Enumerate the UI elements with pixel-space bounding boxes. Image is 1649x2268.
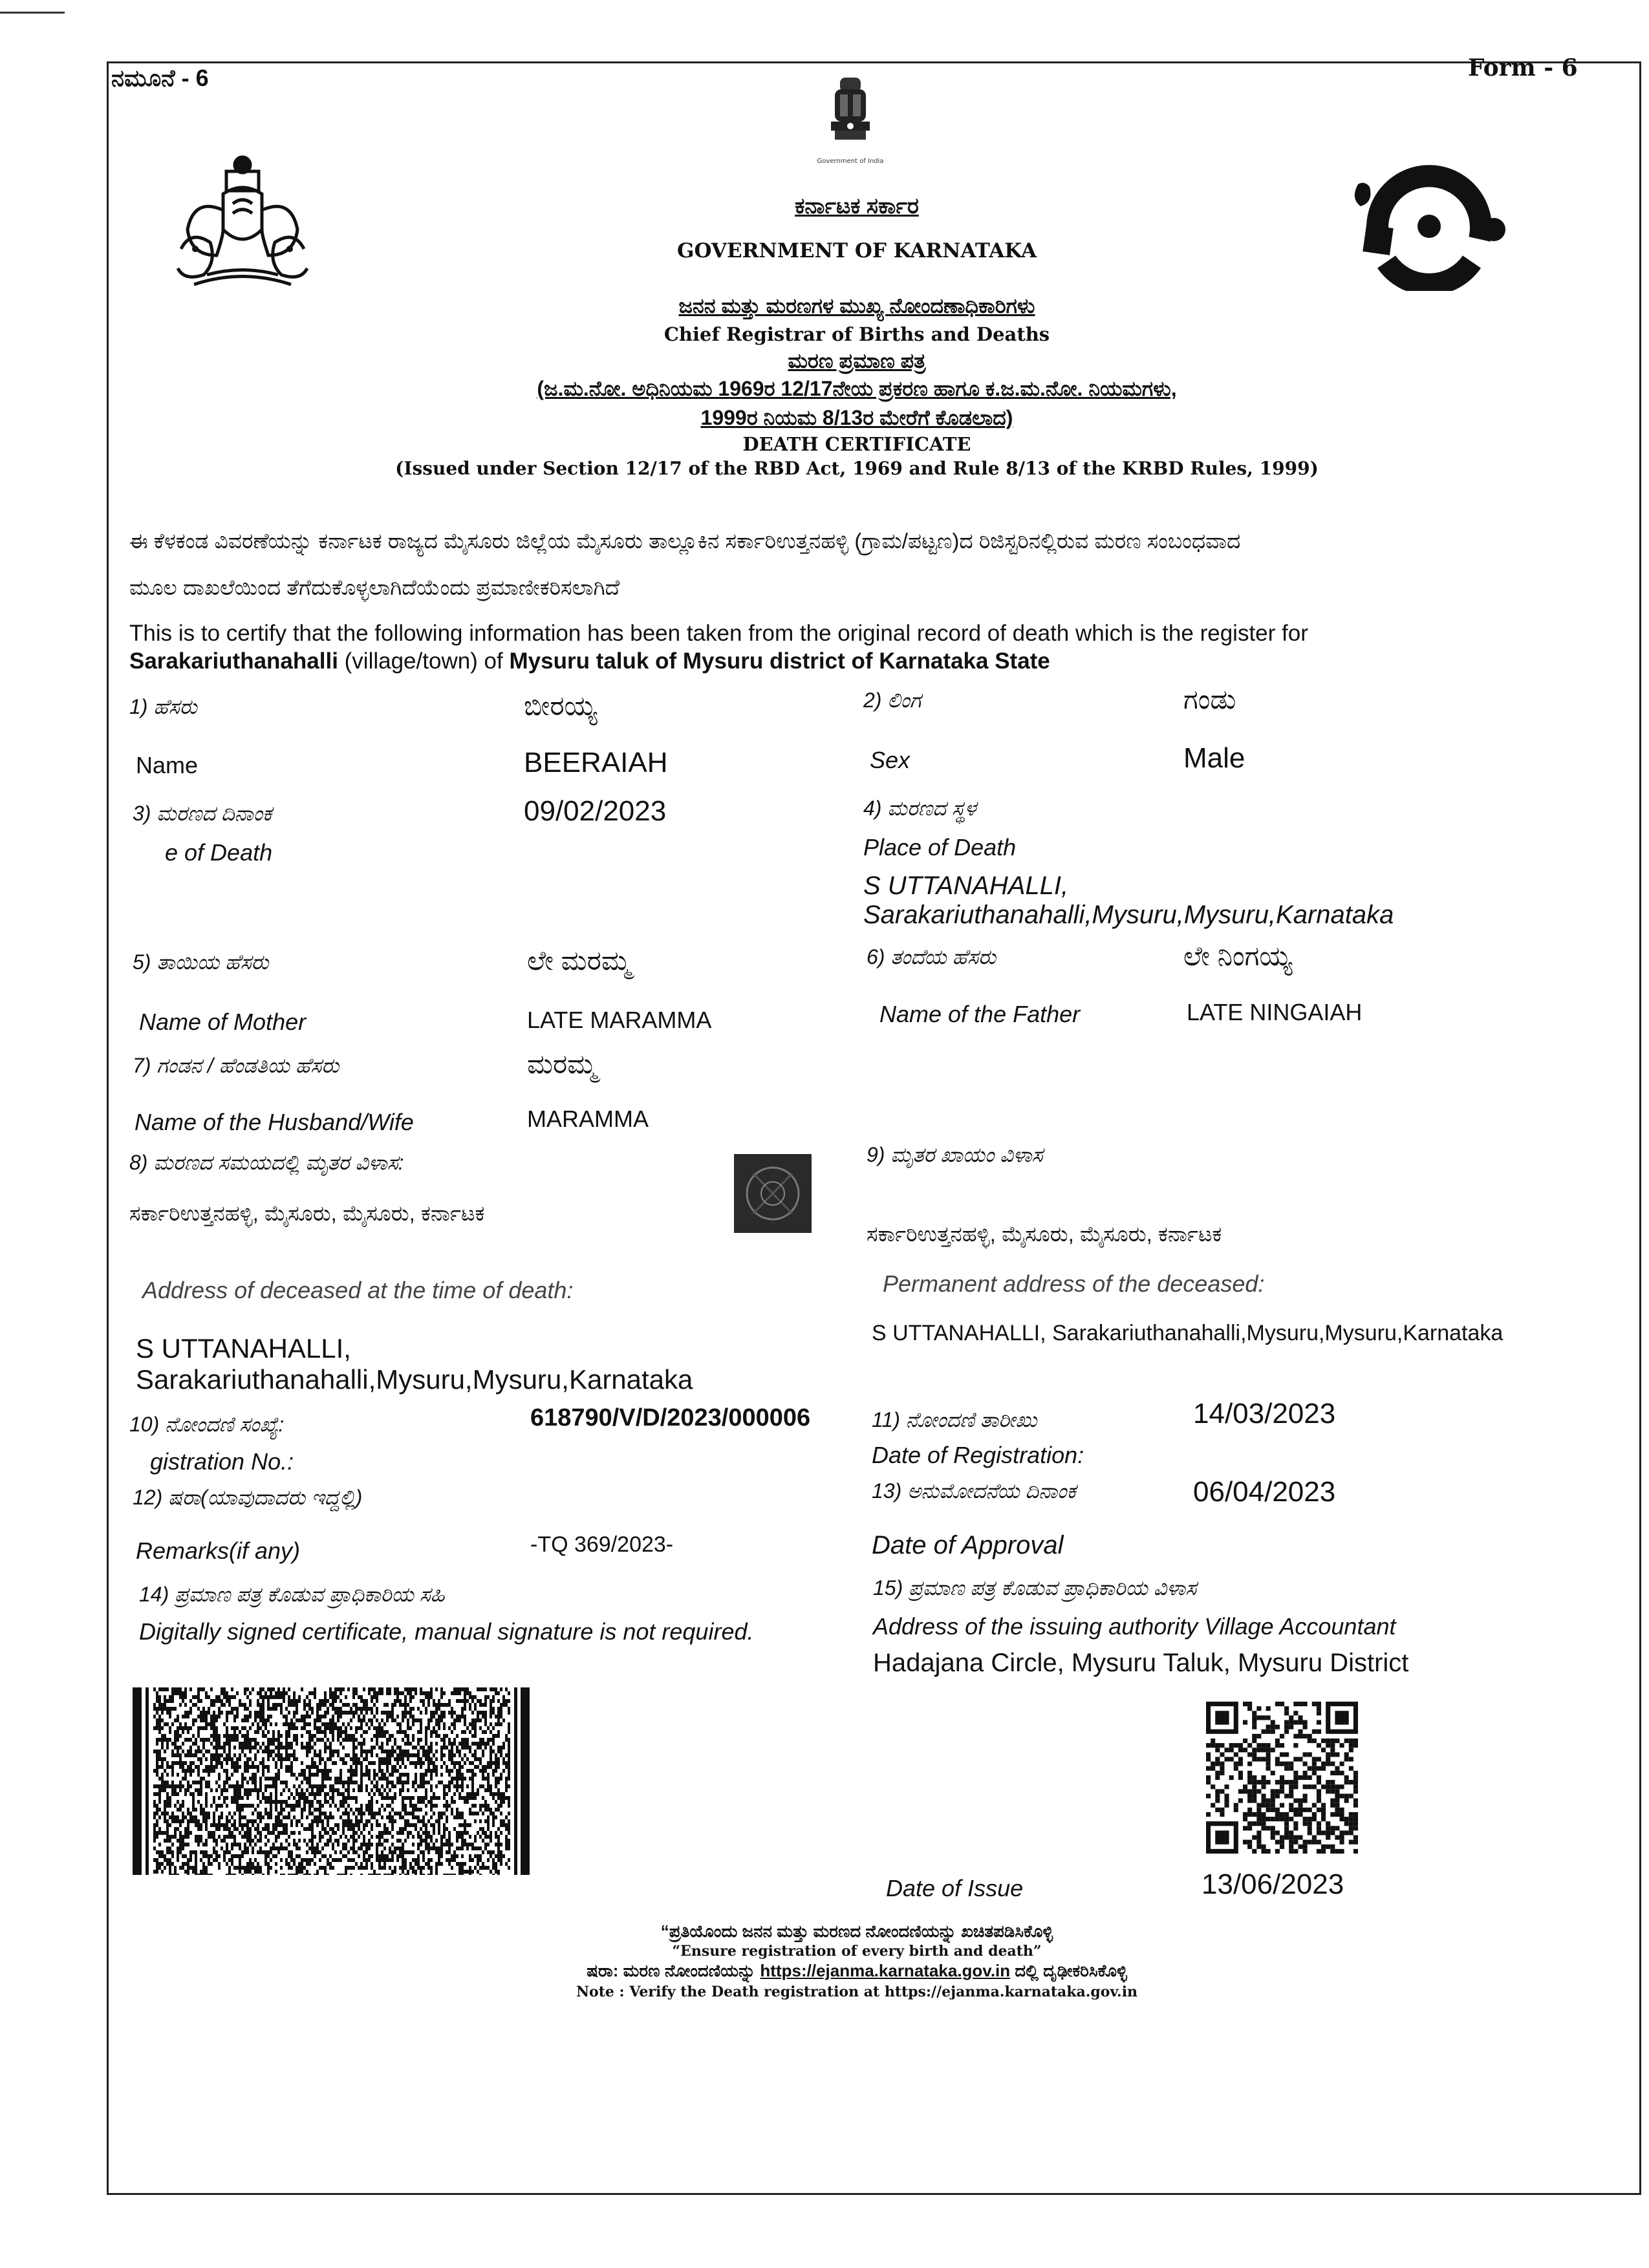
gandaberunda-emblem-icon xyxy=(168,152,317,301)
mother-kn-value: ಲೇ ಮರಮ್ಮ xyxy=(527,945,631,976)
dod-label: e of Death xyxy=(165,839,273,866)
intro-en-line2 xyxy=(129,648,1050,674)
pod-kn-label: 4) ಮರಣದ ಸ್ಥಳ xyxy=(863,797,976,820)
mother-label: Name of Mother xyxy=(139,1009,307,1035)
approval-label: Date of Approval xyxy=(872,1531,1064,1559)
reg-date-kn-label: 11) ನೋಂದಣಿ ತಾರೀಖು xyxy=(872,1408,1037,1431)
addr-death-value-line2: Sarakariuthanahalli,Mysuru,Mysuru,Karnataka xyxy=(136,1364,693,1395)
remarks-label: Remarks(if any) xyxy=(136,1537,301,1564)
addr-death-value-line1: S UTTANAHALLI, xyxy=(136,1333,351,1364)
intro-village: Sarakariuthanahalli xyxy=(129,648,338,674)
header-kn-issued-line1: (ಜ.ಮ.ನೋ. ಅಧಿನಿಯಮ 1969ರ 12/17ನೇಯ ಪ್ರಕರಣ ಹಾಗೂ ಕ.ಜ.ಮ.ನೋ. ನಿಯಮಗಳು, xyxy=(537,377,1177,400)
addr-death-kn-value: ಸರ್ಕಾರಿಉತ್ತನಹಳ್ಳಿ, ಮೈಸೂರು, ಮೈಸೂರು, ಕರ್ನಾಟಕ xyxy=(129,1201,485,1225)
footer-en-line2: Note : Verify the Death registration at https://ejanma.karnataka.gov.in xyxy=(576,1984,1138,2000)
header-kn-registrar: ಜನನ ಮತ್ತು ಮರಣಗಳ ಮುಖ್ಯ ನೋಂದಣಾಧಿಕಾರಿಗಳು xyxy=(678,294,1035,317)
father-kn-value: ಲೇ ನಿಂಗಯ್ಯ xyxy=(1183,941,1293,971)
addr-death-label: Address of deceased at the time of death: xyxy=(142,1277,574,1303)
header-kn-government: ಕರ್ನಾಟಕ ಸರ್ಕಾರ xyxy=(795,194,919,219)
header-en-registrar: Chief Registrar of Births and Deaths xyxy=(663,323,1050,345)
name-kn-label: 1) ಹೆಸರು xyxy=(129,695,197,718)
father-value: LATE NINGAIAH xyxy=(1187,999,1363,1025)
mother-kn-label: 5) ತಾಯಿಯ ಹೆಸರು xyxy=(133,950,269,974)
sign-value: Digitally signed certificate, manual signature is not required. xyxy=(139,1618,754,1645)
reg-date-label: Date of Registration: xyxy=(872,1442,1084,1468)
footer-kn-line1: “ಪ್ರತಿಯೊಂದು ಜನನ ಮತ್ತು ಮರಣದ ನೋಂದಣಿಯನ್ನು ಖಚಿತಪಡಿಸಿಕೊಳ್ಳಿ xyxy=(660,1921,1053,1941)
scan-mark xyxy=(0,12,65,14)
intro-en-line1: This is to certify that the following information has been taken from the original record of death which is the register for xyxy=(129,621,1308,646)
ejanma-logo-icon xyxy=(1345,155,1513,291)
name-label: Name xyxy=(136,752,199,778)
footer-kn-line2-b: ದಲ್ಲಿ ದೃಢೀಕರಿಸಿಕೊಳ್ಳಿ xyxy=(1010,1961,1127,1980)
issue-label: Date of Issue xyxy=(886,1875,1024,1901)
footer-en-line1: “Ensure registration of every birth and death” xyxy=(672,1943,1042,1960)
header-en-issued: (Issued under Section 12/17 of the RBD Act, 1969 and Rule 8/13 of the KRBD Rules, 1999) xyxy=(395,458,1319,479)
dod-kn-label: 3) ಮರಣದ ದಿನಾಂಕ xyxy=(133,802,272,825)
reg-no-value: 618790/V/D/2023/000006 xyxy=(530,1404,811,1431)
remarks-value: -TQ 369/2023- xyxy=(530,1532,674,1557)
national-emblem xyxy=(812,72,889,165)
reg-date-value: 14/03/2023 xyxy=(1193,1398,1336,1429)
karnataka-emblem xyxy=(168,152,317,301)
perm-addr-value: S UTTANAHALLI, Sarakariuthanahalli,Mysuru,Mysuru,Karnataka xyxy=(872,1321,1503,1345)
emblem-caption: Government of India xyxy=(817,158,884,165)
sex-label: Sex xyxy=(870,747,911,773)
ejanma-logo xyxy=(1345,155,1513,291)
intro-kn-line1: ಈ ಕೆಳಕಂಡ ವಿವರಣೆಯನ್ನು ಕರ್ನಾಟಕ ರಾಜ್ಯದ ಮೈಸೂರು ಜಿಲ್ಲೆಯ ಮೈಸೂರು ತಾಲ್ಲೂಕಿನ ಸರ್ಕಾರಿಉತ್ತನಹಳ್ಳಿ (ಗ್ರಾಮ/ಪಟ್ಟಣ)ದ ರಿಜಿಸ್ಟರಿನಲ್ಲಿರುವ ಮರಣ ಸಂಬಂಧವಾದ xyxy=(129,529,1241,553)
pdf417-barcode xyxy=(133,1687,534,1875)
lion-capital-icon xyxy=(812,72,889,169)
father-label: Name of the Father xyxy=(879,1001,1081,1027)
mother-value: LATE MARAMMA xyxy=(527,1007,712,1033)
qr-code-icon xyxy=(1206,1702,1358,1854)
spouse-kn-label: 7) ಗಂಡನ / ಹೆಂಡತಿಯ ಹೆಸರು xyxy=(133,1054,339,1077)
reg-no-label: gistration No.: xyxy=(150,1448,294,1475)
stamp-pattern-icon xyxy=(734,1154,812,1233)
perm-addr-label: Permanent address of the deceased: xyxy=(883,1270,1265,1297)
approval-value: 06/04/2023 xyxy=(1193,1476,1336,1508)
authority-label: Address of the issuing authority Village Accountant xyxy=(873,1613,1396,1640)
footer-verify-link[interactable]: https://ejanma.karnataka.gov.in xyxy=(760,1961,1011,1980)
authority-value: Hadajana Circle, Mysuru Taluk, Mysuru District xyxy=(873,1649,1409,1677)
stamp-mark xyxy=(734,1154,812,1233)
perm-addr-kn-label: 9) ಮೃತರ ಖಾಯಂ ವಿಳಾಸ xyxy=(867,1143,1043,1166)
pod-value-line1: S UTTANAHALLI, xyxy=(863,872,1069,900)
issue-value: 13/06/2023 xyxy=(1202,1868,1344,1900)
perm-addr-kn-value: ಸರ್ಕಾರಿಉತ್ತನಹಳ್ಳಿ, ಮೈಸೂರು, ಮೈಸೂರು, ಕರ್ನಾಟಕ xyxy=(867,1222,1222,1246)
dod-value: 09/02/2023 xyxy=(524,795,667,827)
sign-kn-label: 14) ಪ್ರಮಾಣ ಪತ್ರ ಕೊಡುವ ಪ್ರಾಧಿಕಾರಿಯ ಸಹಿ xyxy=(139,1583,445,1606)
intro-district: Mysuru taluk of Mysuru district of Karnataka State xyxy=(509,648,1050,674)
spouse-value: MARAMMA xyxy=(527,1106,649,1132)
footer-kn-line2 xyxy=(323,1961,1390,1982)
header-en-government: GOVERNMENT OF KARNATAKA xyxy=(676,239,1037,262)
footer-kn-line2-a: ಷರಾ: ಮರಣ ನೋಂದಣಿಯನ್ನು xyxy=(587,1961,760,1980)
sex-kn-label: 2) ಲಿಂಗ xyxy=(863,689,921,712)
remarks-kn-label: 12) ಷರಾ(ಯಾವುದಾದರು ಇದ್ದಲ್ಲಿ) xyxy=(133,1486,363,1509)
reg-no-kn-label: 10) ನೋಂದಣಿ ಸಂಖ್ಯೆ: xyxy=(129,1413,285,1436)
spouse-kn-value: ಮರಮ್ಮ xyxy=(527,1049,597,1079)
authority-kn-label: 15) ಪ್ರಮಾಣ ಪತ್ರ ಕೊಡುವ ಪ್ರಾಧಿಕಾರಿಯ ವಿಳಾಸ xyxy=(873,1576,1197,1599)
header-kn-certificate: ಮರಣ ಪ್ರಮಾಣ ಪತ್ರ xyxy=(788,349,926,372)
intro-kn-line2: ಮೂಲ ದಾಖಲೆಯಿಂದ ತೆಗೆದುಕೊಳ್ಳಲಾಗಿದೆಯೆಂದು ಪ್ರಮಾಣೀಕರಿಸಲಾಗಿದೆ xyxy=(129,575,620,599)
header-en-certificate: DEATH CERTIFICATE xyxy=(742,433,971,455)
form-number-kn: ನಮೂನೆ - 6 xyxy=(111,65,209,91)
intro-village-suffix: (village/town) of xyxy=(338,648,510,674)
pod-label: Place of Death xyxy=(863,834,1017,861)
header-kn-issued-line2: 1999ರ ನಿಯಮ 8/13ರ ಮೇರೆಗೆ ಕೊಡಲಾದ) xyxy=(700,406,1013,429)
name-kn-value: ಬೀರಯ್ಯ xyxy=(524,690,598,721)
name-value: BEERAIAH xyxy=(524,747,668,778)
qr-code xyxy=(1206,1702,1358,1854)
pod-value-line2: Sarakariuthanahalli,Mysuru,Mysuru,Karnataka xyxy=(863,901,1394,929)
sex-value: Male xyxy=(1183,742,1245,774)
sex-kn-value: ಗಂಡು xyxy=(1183,684,1236,714)
approval-kn-label: 13) ಅನುಮೋದನೆಯ ದಿನಾಂಕ xyxy=(872,1479,1076,1503)
spouse-label: Name of the Husband/Wife xyxy=(135,1109,414,1135)
father-kn-label: 6) ತಂದೆಯ ಹೆಸರು xyxy=(867,945,997,968)
barcode-icon xyxy=(133,1687,534,1875)
form-number-en: Form - 6 xyxy=(1468,54,1578,81)
addr-death-kn-label: 8) ಮರಣದ ಸಮಯದಲ್ಲಿ ಮೃತರ ವಿಳಾಸ: xyxy=(129,1151,404,1174)
